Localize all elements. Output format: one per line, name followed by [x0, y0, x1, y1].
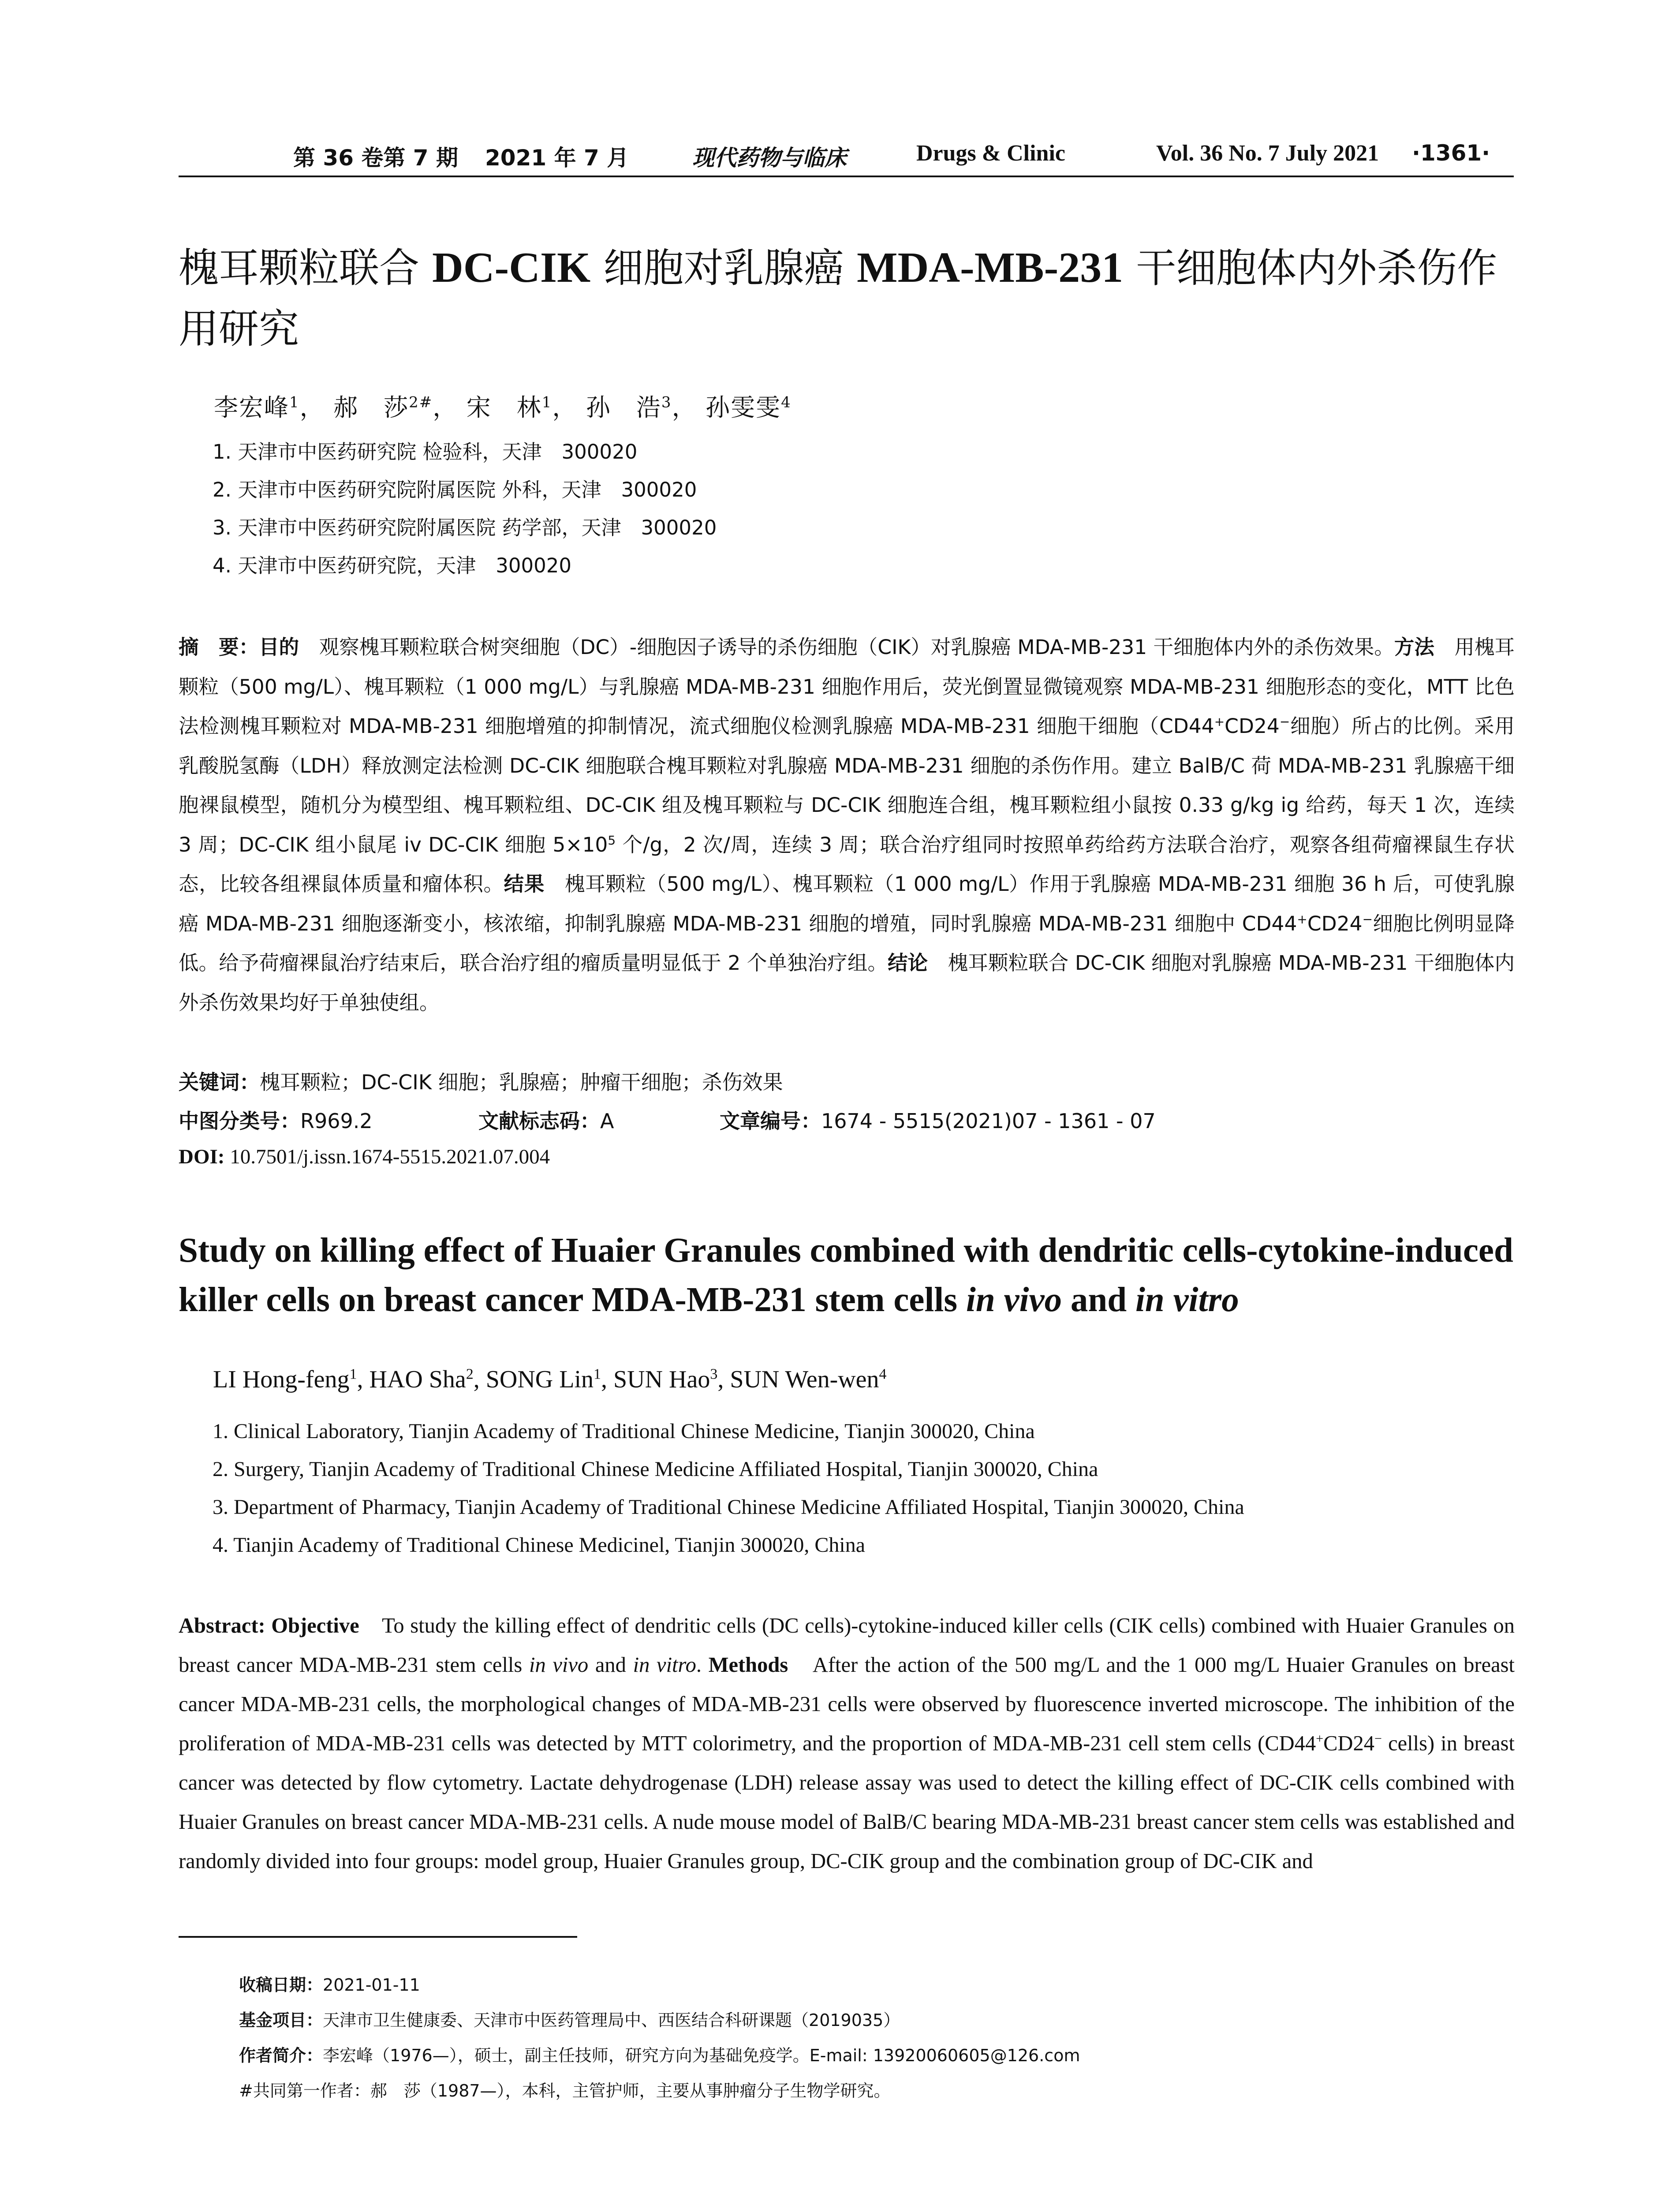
cn-title: 槐耳颗粒联合 DC-CIK 细胞对乳腺癌 MDA-MB-231 干细胞体内外杀伤作用研究	[179, 244, 1497, 352]
cn-abstract: 摘 要：目的 观察槐耳颗粒联合树突细胞（DC）-细胞因子诱导的杀伤细胞（CIK）对乳腺癌 MDA-MB-231 干细胞体内外的杀伤效果。方法 用槐耳颗粒（500 mg/L）、槐耳颗粒（1 000 mg/L）与乳腺癌 MDA-MB-231 细胞作用后，荧光倒置显微镜观察 MDA-MB-231 细胞形态的变化，MTT 比色法检测槐耳颗粒对 MDA-MB-231 细胞增殖的抑制情况，流式细胞仪检测乳腺癌 MDA-MB-231 细胞干细胞（CD44+CD24−细胞）所占的比例。采用乳酸脱氢酶（LDH）释放测定法检测 DC-CIK 细胞联合槐耳颗粒对乳腺癌 MDA-MB-231 细胞的杀伤作用。建立 BalB/C 荷 MDA-MB-231 乳腺癌干细胞裸鼠模型，随机分为模型组、槐耳颗粒组、DC-CIK 组及槐耳颗粒与 DC-CIK 细胞连合组，槐耳颗粒组小鼠按 0.33 g/kg ig 给药，每天 1 次，连续 3 周；DC-CIK 组小鼠尾 iv DC-CIK 细胞 $5\times 10^5$ 个/g，2 次/周，连续 3 周；联合治疗组同时按照单药给药方法联合治疗，观察各组荷瘤裸鼠生存状态，比较各组裸鼠体质量和瘤体积。结果 槐耳颗粒（500 mg/L）、槐耳颗粒（1 000 mg/L）作用于乳腺癌 MDA-MB-231 细胞 36 h 后，可使乳腺癌 MDA-MB-231 细胞逐渐变小，核浓缩，抑制乳腺癌 MDA-MB-231 细胞的增殖，同时乳腺癌 MDA-MB-231 细胞中 CD44+CD24−细胞比例明显降低。给予荷瘤裸鼠治疗结束后，联合治疗组的瘤质量明显低于 2 个单独治疗组。结论 槐耳颗粒联合 DC-CIK 细胞对乳腺癌 MDA-MB-231 干细胞体内外杀伤效果均好于单独使组。	[179, 635, 1515, 1014]
en-title: Study on killing effect of Huaier Granules combined with dendritic cells-cytokine-induced killer cells on breast cancer MDA-MB-231 stem cells in vivo and in vitro	[179, 1231, 1513, 1319]
cn-clc-number: 中图分类号：R969.2	[179, 1109, 373, 1133]
footnote-co-first-author: #共同第一作者：郝 莎（1987—），本科，主管护师，主要从事肿瘤分子生物学研究。	[239, 2081, 891, 2100]
author-name: SONG Lin	[485, 1366, 594, 1393]
author-name: HAO Sha	[369, 1366, 466, 1393]
en-affiliation: 2. Surgery, Tianjin Academy of Traditional Chinese Medicine Affiliated Hospital, Tianjin 300020, China	[213, 1458, 1098, 1481]
author-name: 郝 莎	[333, 393, 409, 422]
author-name: 孙雯雯	[706, 393, 781, 422]
cn-article-number: 文章编号：1674 - 5515(2021)07 - 1361 - 07	[720, 1109, 1156, 1133]
en-affiliation: 4. Tianjin Academy of Traditional Chinese Medicinel, Tianjin 300020, China	[213, 1533, 866, 1557]
header-journal-en: Drugs & Clinic	[916, 141, 1065, 166]
header-journal-cn: 现代药物与临床	[692, 145, 847, 171]
footnote-fund: 基金项目：天津市卫生健康委、天津市中医药管理局中、西医结合科研课题（2019035）	[239, 2011, 900, 2030]
author-name: SUN Hao	[613, 1366, 710, 1393]
author-name: 宋 林	[466, 393, 542, 422]
author-name: 孙 浩	[586, 393, 661, 422]
author-name: 李宏峰	[214, 393, 290, 422]
author-name: LI Hong-feng	[213, 1366, 350, 1393]
header-volume-cn: 第 36 卷第 7 期	[293, 145, 458, 171]
en-affiliation: 1. Clinical Laboratory, Tianjin Academy of Traditional Chinese Medicine, Tianjin 300020, China	[213, 1420, 1035, 1443]
cn-affiliation: 1. 天津市中医药研究院 检验科，天津 300020	[213, 440, 638, 463]
en-abstract: Abstract: Objective To study the killing effect of dendritic cells (DC cells)-cytokine-induced killer cells (CIK cells) combined with Huaier Granules on breast cancer MDA-MB-231 stem cells in vivo and in vitro. Methods After the action of the 500 mg/L and the 1 000 mg/L Huaier Granules on breast cancer MDA-MB-231 cells, the morphological changes of MDA-MB-231 cells were observed by fluorescence inverted microscope. The inhibition of the proliferation of MDA-MB-231 cells was detected by MTT colorimetry, and the proportion of MDA-MB-231 cell stem cells (CD44+CD24− cells) in breast cancer was detected by flow cytometry. Lactate dehydrogenase (LDH) release assay was used to detect the killing effect of DC-CIK cells combined with Huaier Granules on breast cancer MDA-MB-231 cells. A nude mouse model of BalB/C bearing MDA-MB-231 breast cancer stem cells was established and randomly divided into four groups: model group, Huaier Granules group, DC-CIK group and the combination group of DC-CIK and	[179, 1614, 1515, 1873]
cn-keywords: 关键词：槐耳颗粒；DC-CIK 细胞；乳腺癌；肿瘤干细胞；杀伤效果	[179, 1070, 783, 1094]
cn-affiliation: 2. 天津市中医药研究院附属医院 外科，天津 300020	[213, 478, 697, 501]
doi: DOI: 10.7501/j.issn.1674-5515.2021.07.004	[179, 1145, 550, 1168]
cn-document-code: 文献标志码：A	[478, 1109, 614, 1133]
cn-affiliation: 4. 天津市中医药研究院，天津 300020	[213, 554, 572, 577]
footnote-received: 收稿日期：2021-01-11	[239, 1975, 420, 1995]
footnote-author-bio: 作者简介：李宏峰（1976—），硕士，副主任技师，研究方向为基础免疫学。E-mail: 13920060605@126.com	[239, 2046, 1080, 2065]
header-volume-en: Vol. 36 No. 7 July 2021	[1156, 141, 1379, 166]
header-rule	[179, 176, 1514, 177]
en-affiliation: 3. Department of Pharmacy, Tianjin Academy of Traditional Chinese Medicine Affiliated Hospital, Tianjin 300020, China	[213, 1495, 1244, 1519]
author-name: SUN Wen-wen	[730, 1366, 879, 1393]
cn-affiliation: 3. 天津市中医药研究院附属医院 药学部，天津 300020	[213, 516, 717, 539]
header-page-number: ·1361·	[1412, 140, 1490, 166]
en-authors: LI Hong-feng$^1$, HAO Sha$^2$, SONG Lin$^1$, SUN Hao$^3$, SUN Wen-wen$^4$	[213, 1366, 887, 1393]
cn-authors: 李宏峰$^1$， 郝 莎$^{2\#}$， 宋 林$^1$， 孙 浩$^3$， 孙雯雯$^4$	[214, 393, 791, 422]
header-date-cn: 2021 年 7 月	[485, 145, 629, 171]
footnote-rule	[179, 1936, 577, 1938]
